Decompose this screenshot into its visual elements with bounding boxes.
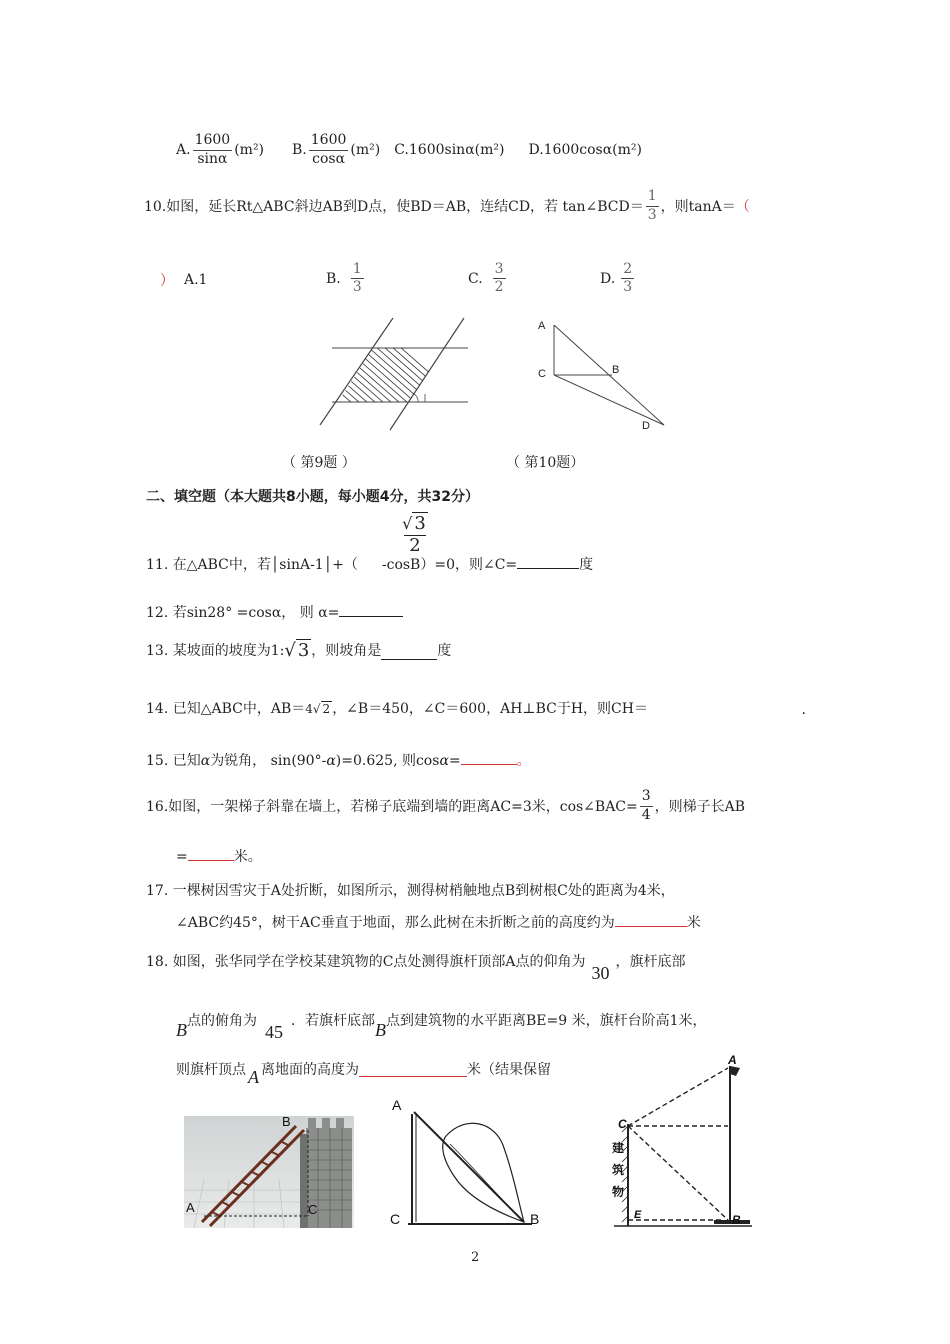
ladder-label-c: C xyxy=(308,1202,318,1217)
tree-label-c: C xyxy=(390,1211,401,1227)
caption-figure-10: （ 第10题） xyxy=(506,455,585,471)
q14-question: 14. 已知△ABC中，AB＝ 4√ 2 ，∠B＝450，∠C＝600，AH⊥BC于H，则CH＝ . xyxy=(146,701,806,718)
page-number: 2 xyxy=(471,1250,480,1265)
q17-line1: 17. 一棵树因雪灾于A处折断，如图所示，测得树梢触地点B到树根C处的距离为4米， xyxy=(146,883,675,899)
q9-opt-a-unit: (m²) xyxy=(234,142,265,158)
q15-answer-blank[interactable] xyxy=(461,750,517,765)
q10-tail: ，则tanA＝ xyxy=(660,199,736,215)
building-char-1: 建 xyxy=(612,1141,625,1155)
figure-tree xyxy=(386,1094,552,1230)
sight-line-to-a xyxy=(628,1068,728,1126)
battlement-1 xyxy=(308,1118,316,1128)
q18-line1: 18. 如图，张华同学在学校某建筑物的C点处测得旗杆顶部A点的仰角为 30 ，旗杆底部 xyxy=(146,954,686,983)
q18-line2: B 点的俯角为 45 ．若旗杆底部 B 点到建筑物的水平距离BE=9 米，旗杆台阶高1米， xyxy=(176,1013,707,1042)
q10-close-paren: ） xyxy=(160,273,174,289)
q9-opt-b-fraction: $\frac{1600}{\cos\alpha}$ xyxy=(310,132,347,167)
flag xyxy=(730,1066,740,1076)
fig10-label-a: A xyxy=(538,320,546,332)
q11-sqrt-fraction: √ 3 2 xyxy=(402,513,426,556)
flag-label-a: A xyxy=(728,1053,737,1067)
wall-side xyxy=(300,1134,308,1228)
battlement-2 xyxy=(322,1118,330,1128)
q15-question: 15. 已知α为锐角， sin(90°-α)=0.625, 则cosα= 。 xyxy=(146,750,531,770)
q16-line2: = 米。 xyxy=(176,846,262,866)
q9-opt-a-fraction: $\frac{1600}{\sin\alpha}$ xyxy=(194,132,231,167)
q11-question: 11. 在△ABC中，若│sinA-1│+（ -cosB）=0，则∠C= 度 xyxy=(146,554,593,574)
caption-figure-9: （ 第9题 ） xyxy=(282,455,356,471)
flag-label-b: B xyxy=(732,1213,741,1227)
q10-open-paren: （ xyxy=(735,199,750,215)
q13-answer-blank[interactable] xyxy=(381,645,437,660)
q10-options xyxy=(160,258,660,304)
fig9-hatch xyxy=(318,340,468,410)
q9-opt-b-unit: (m²) xyxy=(350,142,381,158)
tree-crown xyxy=(443,1123,524,1222)
fig10-label-d: D xyxy=(642,420,650,432)
flag-label-c: C xyxy=(618,1117,627,1131)
q9-opt-d: D.1600cosα(m²) xyxy=(528,142,642,158)
q10-opt-d: D. $\frac{2}{3}$ xyxy=(600,261,633,296)
q9-opt-b-label: B. xyxy=(292,142,307,158)
sight-line-to-b xyxy=(628,1126,728,1220)
q10-fraction: $\frac{1}{3}$ xyxy=(647,188,657,223)
fig10-label-c: C xyxy=(538,368,546,380)
tree-label-b: B xyxy=(530,1211,540,1227)
q13-question: 13. 某坡面的坡度为1: √ 3 ，则坡角是 度 xyxy=(146,640,452,661)
q16-fraction: $\frac{3}{4}$ xyxy=(641,788,651,823)
q12-question: 12. 若sin28° =cosα， 则 α= xyxy=(146,602,403,622)
q10-opt-a: A.1 xyxy=(184,272,208,288)
q10-question xyxy=(144,184,750,228)
q9-options xyxy=(176,128,642,172)
q17-answer-blank[interactable] xyxy=(615,912,687,927)
figure-9 xyxy=(318,310,468,435)
tree-crown-vein xyxy=(450,1144,522,1220)
ladder-label-a: A xyxy=(186,1200,195,1215)
fig9-left-line xyxy=(320,318,393,425)
q18-line3: 则旗杆顶点 A 离地面的高度为 米（结果保留 xyxy=(176,1062,551,1087)
q18-answer-blank[interactable] xyxy=(359,1062,467,1077)
tree-label-a: A xyxy=(392,1097,402,1113)
q13-sqrt: √ 3 xyxy=(284,640,310,661)
q14-radical: 4√ 2 xyxy=(305,702,331,716)
q18-angle-45: 45 xyxy=(265,1021,283,1042)
q16-answer-blank[interactable] xyxy=(188,846,234,861)
q17-line2: ∠ABC约45°，树干AC垂直于地面，那么此树在未折断之前的高度约为 米 xyxy=(176,912,701,932)
flag-label-e: E xyxy=(634,1209,642,1221)
figure-ladder xyxy=(184,1110,354,1230)
section-2-title: 二、填空题（本大题共8小题，每小题4分，共32分） xyxy=(146,489,479,505)
figure-10 xyxy=(530,315,680,435)
figure-flagpole xyxy=(604,1052,754,1234)
fig9-angle-arc xyxy=(414,394,418,402)
q9-opt-a-label: A. xyxy=(176,142,191,158)
building-char-3: 物 xyxy=(612,1185,625,1199)
q11-answer-blank[interactable] xyxy=(517,554,579,569)
ladder-label-b: B xyxy=(282,1114,291,1129)
fig9-right-line xyxy=(390,318,464,430)
q10-text: 10.如图，延长Rt△ABC斜边AB到D点，使BD＝AB，连结CD，若 tan∠BCD＝ xyxy=(144,199,644,215)
q10-opt-c: C. $\frac{3}{2}$ xyxy=(468,261,504,296)
battlement-3 xyxy=(336,1118,344,1128)
q16-question: 16.如图，一架梯子斜靠在墙上，若梯子底端到墙的距离AC=3米，cos∠BAC= $\frac{3}{4}$ ，则梯子长AB xyxy=(146,788,746,823)
fig10-label-b: B xyxy=(612,364,620,376)
q12-answer-blank[interactable] xyxy=(339,602,403,617)
q9-opt-c: C.1600sinα(m²) xyxy=(394,142,505,158)
q10-opt-b: B. $\frac{1}{3}$ xyxy=(326,261,362,296)
fig10-cd xyxy=(554,375,664,425)
q18-angle-30: 30 xyxy=(591,962,610,983)
building-char-2: 筑 xyxy=(612,1163,625,1177)
